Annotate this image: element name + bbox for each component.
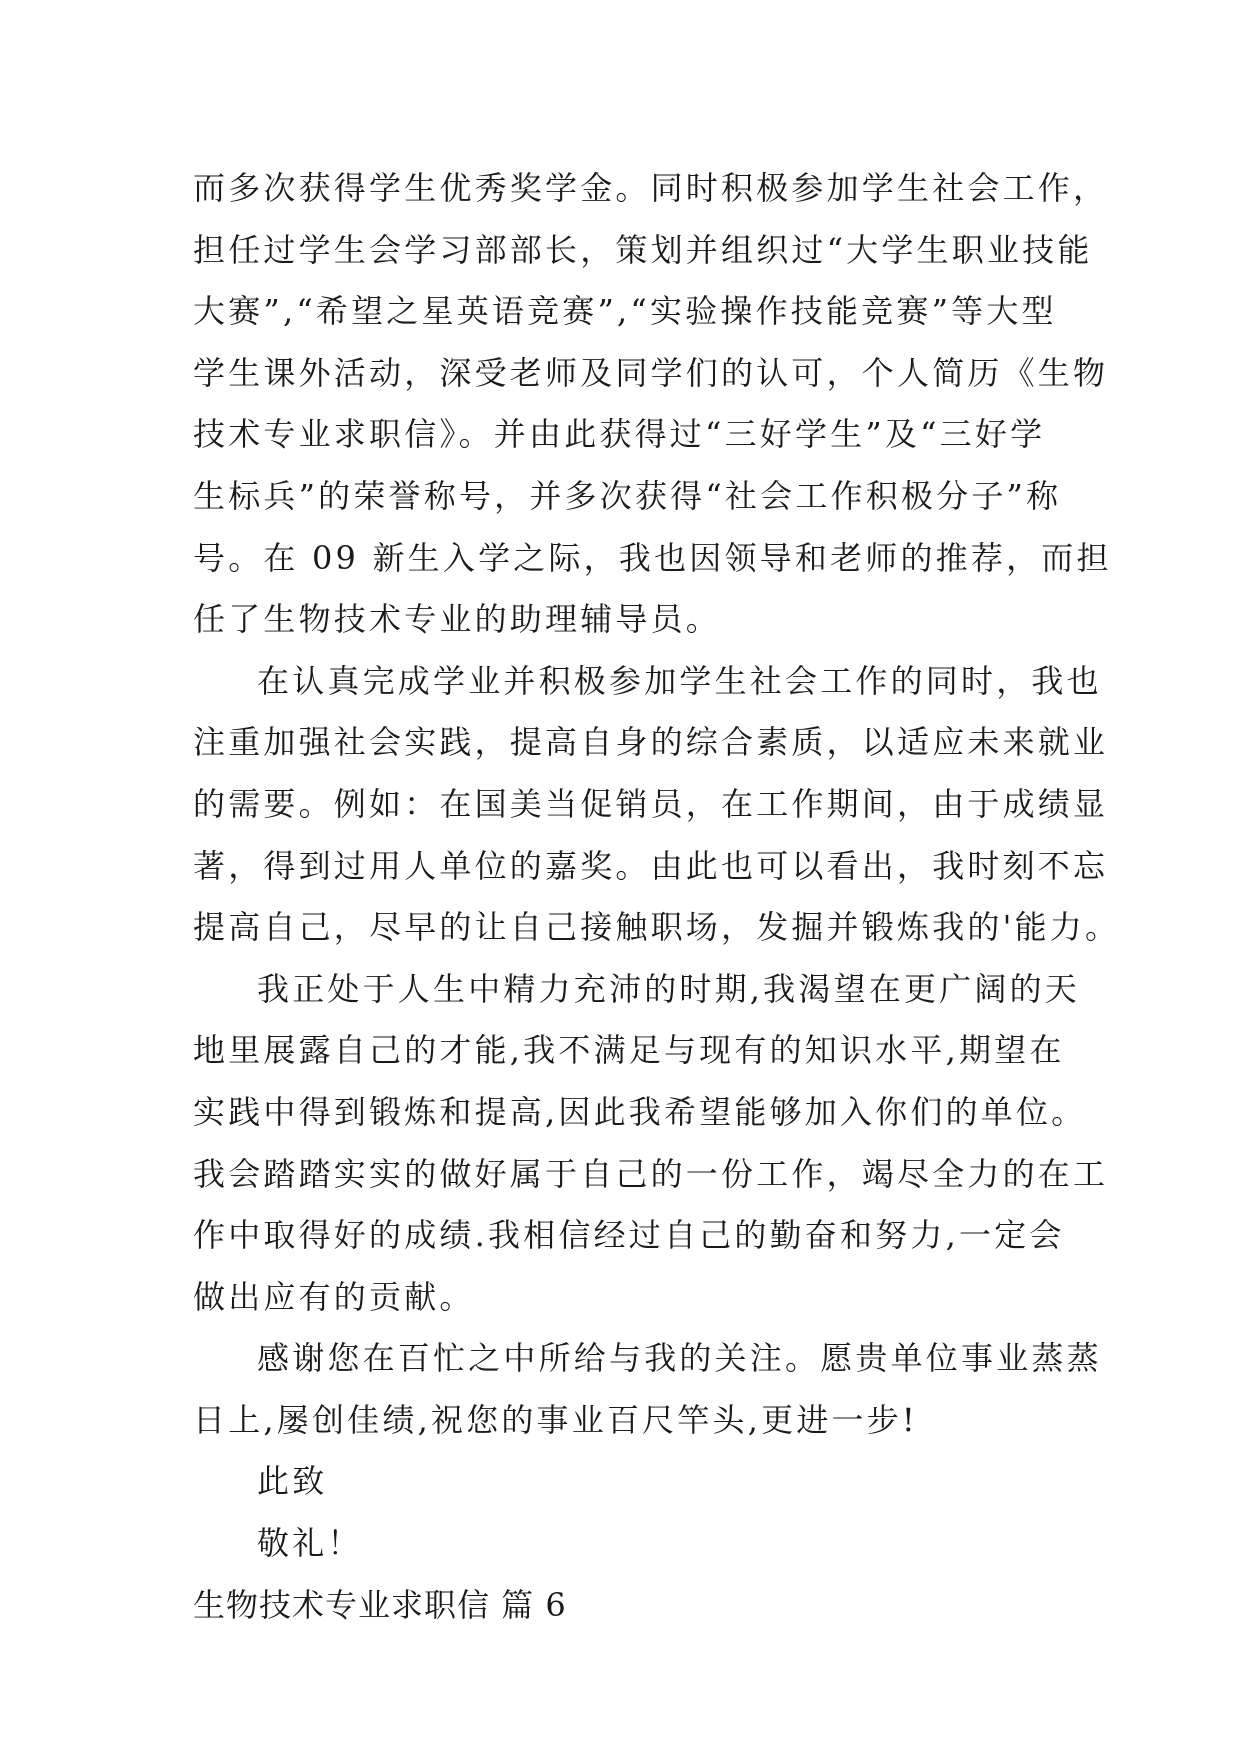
text-line: 的需要。例如：在国美当促销员，在工作期间，由于成绩显 xyxy=(193,784,1109,823)
text-line: 作中取得好的成绩.我相信经过自己的勤奋和努力,一定会 xyxy=(193,1216,1065,1255)
paragraph-start-line: 我正处于人生中精力充沛的时期,我渴望在更广阔的天 xyxy=(257,969,1080,1008)
text-line: 著，得到过用人单位的嘉奖。由此也可以看出，我时刻不忘 xyxy=(193,846,1109,885)
text-line: 号。在 09 新生入学之际，我也因领导和老师的推荐，而担 xyxy=(193,538,1112,577)
paragraph-start-line: 感谢您在百忙之中所给与我的关注。愿贵单位事业蒸蒸 xyxy=(257,1339,1102,1378)
text-line: 学生课外活动，深受老师及同学们的认可，个人简历《生物 xyxy=(193,353,1109,392)
text-line: 实践中得到锻炼和提高,因此我希望能够加入你们的单位。 xyxy=(193,1092,1087,1131)
text-line: 担任过学生会学习部部长，策划并组织过“大学生职业技能 xyxy=(193,230,1093,269)
paragraph-start-line: 在认真完成学业并积极参加学生社会工作的同时，我也 xyxy=(257,661,1102,700)
text-line: 大赛”,“希望之星英语竞赛”,“实验操作技能竞赛”等大型 xyxy=(193,292,1057,331)
document-page xyxy=(193,158,1121,1636)
text-line: 日上,屡创佳绩,祝您的事业百尺竿头,更进一步! xyxy=(193,1400,918,1439)
text-line: 任了生物技术专业的助理辅导员。 xyxy=(193,600,722,639)
closing-regards: 敬礼！ xyxy=(257,1524,363,1563)
section-heading: 生物技术专业求职信 篇 6 xyxy=(193,1585,567,1624)
closing-salutation: 此致 xyxy=(257,1462,328,1501)
text-line: 而多次获得学生优秀奖学金。同时积极参加学生社会工作， xyxy=(193,169,1109,207)
text-line: 我会踏踏实实的做好属于自己的一份工作，竭尽全力的在工 xyxy=(193,1154,1109,1193)
text-line: 技术专业求职信》。并由此获得过“三好学生”及“三好学 xyxy=(193,415,1046,454)
text-line: 做出应有的贡献。 xyxy=(193,1277,475,1316)
text-line: 提高自己，尽早的让自己接触职场，发掘并锻炼我的'能力。 xyxy=(193,908,1121,947)
text-line: 生标兵”的荣誉称号，并多次获得“社会工作积极分子”称 xyxy=(193,476,1062,515)
text-line: 注重加强社会实践，提高自身的综合素质，以适应未来就业 xyxy=(193,723,1109,762)
text-line: 地里展露自己的才能,我不满足与现有的知识水平,期望在 xyxy=(193,1031,1065,1070)
